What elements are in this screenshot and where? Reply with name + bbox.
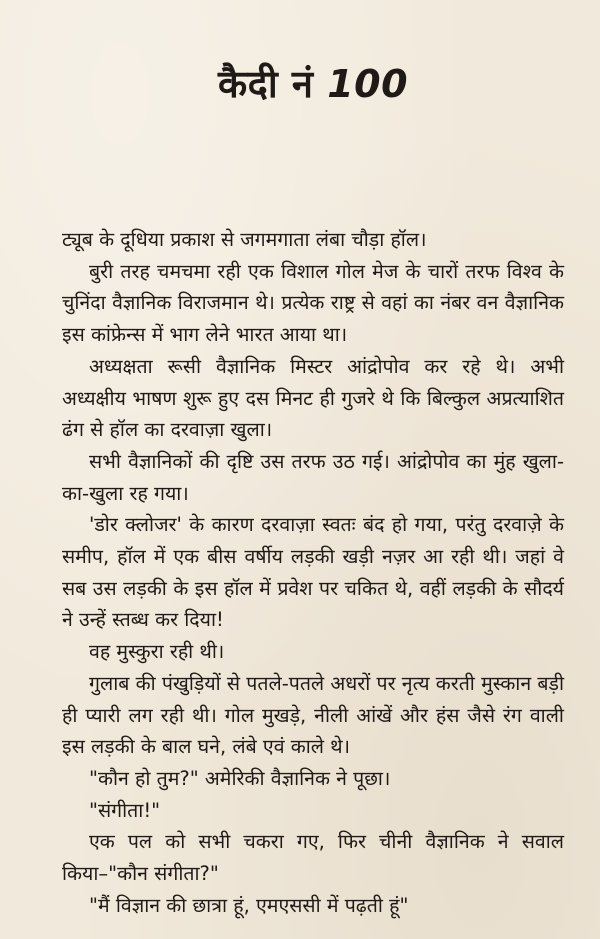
paragraph: अध्यक्षता रूसी वैज्ञानिक मिस्टर आंद्रोपोव कर रहे थे। अभी अध्यक्षीय भाषण शुरू हुए दस मिनट ही गुजरे थे कि बिल्कुल अप्रत्याशित ढंग से हॉल का दरवाज़ा खुला।	[62, 354, 564, 442]
paragraph: 'डोर क्लोजर' के कारण दरवाज़ा स्वतः बंद हो गया, परंतु दरवाज़े के समीप, हॉल में एक बीस वर्षीय लड़की खड़ी नज़र आ रही थी। जहां वे सब उस लड़की के इस हॉल में प्रवेश पर चकित थे, वहीं लड़की के सौदर्य ने उन्हें स्तब्ध कर दिया!	[62, 513, 564, 632]
chapter-body	[62, 224, 564, 921]
paragraph: वह मुस्कुरा रही थी।	[89, 640, 225, 664]
chapter-title	[218, 48, 408, 120]
paragraph: एक पल को सभी चकरा गए, फिर चीनी वैज्ञानिक ने सवाल किया–"कौन संगीता?"	[62, 830, 564, 886]
chapter-title-number: 100	[327, 62, 409, 106]
paragraph: बुरी तरह चमचमा रही एक विशाल गोल मेज के चारों तरफ विश्व के चुनिंदा वैज्ञानिक विराजमान थे। प्रत्येक राष्ट्र से वहां का नंबर वन वैज्ञानिक इस कांफ्रेन्स में भाग लेने भारत आया था।	[62, 259, 564, 347]
paragraph: "कौन हो तुम?" अमेरिकी वैज्ञानिक ने पूछा।	[89, 766, 391, 790]
chapter-title-text: कैदी नं	[217, 62, 314, 106]
paragraph: "मैं विज्ञान की छात्रा हूं, एमएससी में पढ़ती हूं"	[89, 893, 409, 917]
paragraph: गुलाब की पंखुड़ियों से पतले-पतले अधरों पर नृत्य करती मुस्कान बड़ी ही प्यारी लग रही थी। गोल मुखड़े, नीली आंखें और हंस जैसे रंग वाली इस लड़की के बाल घने, लंबे एवं काले थे।	[62, 671, 564, 759]
paragraph: ट्यूब के दूधिया प्रकाश से जगमगाता लंबा चौड़ा हॉल।	[62, 228, 427, 251]
chapter-heading	[62, 48, 564, 120]
paragraph: सभी वैज्ञानिकों की दृष्टि उस तरफ उठ गई। आंद्रोपोव का मुंह खुला-का-खुला रह गया।	[62, 449, 564, 505]
paragraph: "संगीता!"	[89, 798, 161, 822]
